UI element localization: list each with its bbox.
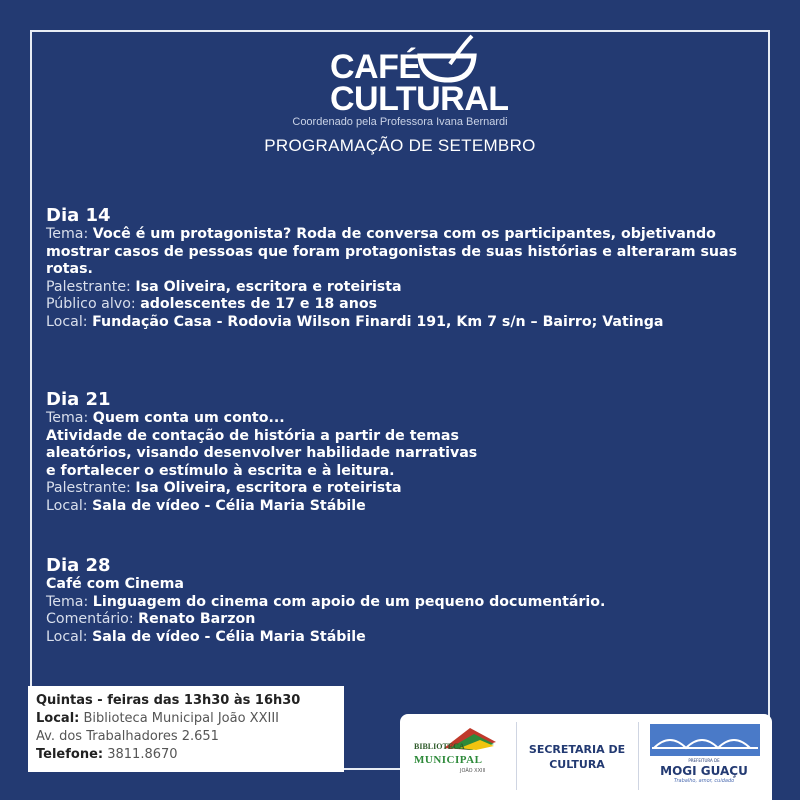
day-14-tema	[46, 226, 746, 279]
info-local-label: Local:	[36, 711, 80, 726]
prefeitura-text: PREFEITURA DE	[688, 758, 720, 763]
day-14-publico	[46, 296, 746, 314]
comentario-label: Comentário:	[46, 611, 134, 627]
tema-label: Tema:	[46, 593, 89, 610]
comentario-value: Renato Barzon	[138, 611, 256, 627]
logo-text-cafe: CAFÉ	[330, 48, 421, 86]
bridge-icon	[650, 724, 760, 756]
day-21-desc-line3: e fortalecer o estímulo à escrita e à leitura.	[46, 462, 395, 479]
biblioteca-logo	[400, 714, 516, 800]
mogi-slogan: Trabalho, amor, cuidado	[673, 778, 735, 784]
day-21-desc-line2: aleatórios, visando desenvolver habilidade narrativas	[46, 445, 478, 461]
logo-divider	[638, 722, 639, 790]
day-21-block	[46, 390, 477, 515]
day-28-local	[46, 629, 605, 647]
palestrante-label: Palestrante:	[46, 278, 131, 295]
municipal-text: MUNICIPAL	[414, 754, 483, 766]
local-label: Local:	[46, 628, 88, 645]
secretaria-cultura-logo: SECRETARIA DE CULTURA	[528, 743, 626, 771]
info-address: Av. dos Trabalhadores 2.651	[36, 729, 219, 744]
local-value: Sala de vídeo - Célia Maria Stábile	[92, 628, 366, 645]
biblioteca-text: BIBLIOTECA	[414, 742, 465, 751]
logo-divider	[516, 722, 517, 790]
tema-value: Linguagem do cinema com apoio de um pequeno documentário.	[92, 593, 606, 610]
coffee-cup-icon	[412, 34, 482, 84]
day-28-comentario	[46, 611, 605, 629]
palestrante-value: Isa Oliveira, escritora e roteirista	[135, 278, 402, 295]
info-phone-label: Telefone:	[36, 747, 104, 762]
day-21-palestrante	[46, 480, 477, 498]
day-14-title: Dia 14	[46, 205, 111, 226]
day-14-local	[46, 314, 746, 332]
palestrante-value: Isa Oliveira, escritora e roteirista	[135, 480, 402, 496]
program-title: PROGRAMAÇÃO DE SETEMBRO	[264, 136, 536, 155]
header	[0, 34, 800, 156]
publico-value: adolescentes de 17 e 18 anos	[140, 296, 378, 312]
mogi-guacu-logo	[640, 714, 772, 800]
mogi-guacu-text: MOGI GUAÇU	[660, 764, 748, 778]
local-value: Fundação Casa - Rodovia Wilson Finardi 191, Km 7 s/n – Bairro; Vatinga	[92, 313, 664, 330]
day-28-title: Dia 28	[46, 555, 111, 576]
day-14-block	[46, 206, 746, 331]
tema-label: Tema:	[46, 410, 89, 426]
day-14-palestrante	[46, 279, 746, 297]
publico-label: Público alvo:	[46, 296, 136, 312]
info-local-value: Biblioteca Municipal João XXIII	[83, 711, 279, 726]
logo-text-cultural: CULTURAL	[330, 80, 509, 118]
schedule-hours: Quintas - feiras das 13h30 às 16h30	[36, 693, 301, 708]
day-21-tema	[46, 410, 477, 428]
day-28-subtitle: Café com Cinema	[46, 576, 184, 592]
local-label: Local:	[46, 497, 88, 514]
info-phone	[36, 746, 336, 764]
day-21-local	[46, 498, 477, 516]
day-21-title: Dia 21	[46, 389, 111, 410]
cafe-cultural-logo	[310, 34, 509, 118]
day-28-tema	[46, 594, 605, 612]
palestrante-label: Palestrante:	[46, 480, 131, 496]
tema-value: Quem conta um conto...	[92, 410, 285, 426]
local-label: Local:	[46, 313, 88, 330]
coordinator-subtitle: Coordenado pela Professora Ivana Bernardi	[292, 116, 508, 128]
info-local	[36, 710, 336, 728]
local-value: Sala de vídeo - Célia Maria Stábile	[92, 497, 366, 514]
tema-value: Você é um protagonista? Roda de conversa com os participantes, objetivando mostrar casos de pessoas que foram protagonistas de suas histórias e alteraram suas rotas.	[46, 226, 738, 277]
info-phone-value: 3811.8670	[107, 747, 178, 762]
day-28-block	[46, 556, 605, 646]
sponsor-logos	[400, 714, 772, 800]
joao-xxiii-text: JOÃO XXIII	[460, 768, 486, 774]
info-box	[28, 686, 344, 772]
day-21-desc-line1: Atividade de contação de história a partir de temas	[46, 427, 459, 444]
tema-label: Tema:	[46, 226, 89, 242]
